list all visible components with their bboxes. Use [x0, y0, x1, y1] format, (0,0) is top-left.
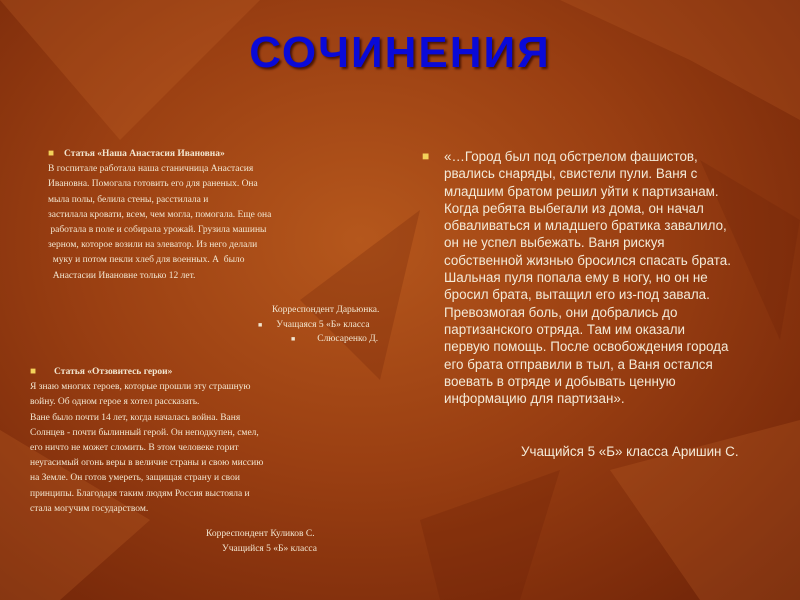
- page-title: СОЧИНЕНИЯ: [249, 28, 551, 77]
- article-1-line: работала в поле и собирала урожай. Грузила машины: [48, 225, 267, 236]
- article-1-line: зерном, которое возили на элеватор. Из него делали: [48, 240, 258, 251]
- article-2-line: принципы. Благодаря таким людям Россия выстояла и: [30, 488, 250, 499]
- story-line: его брата отправили в тыл, а Ваня остался: [444, 356, 713, 372]
- article-2-line: на Земле. Он готов умереть, защищая страну и свои: [30, 473, 240, 484]
- article-2-line: войну. Об одном герое я хотел рассказать.: [30, 397, 200, 408]
- article-2: [30, 364, 360, 517]
- article-2-line: неугасимый огонь веры в величие страны и свою миссию: [30, 458, 264, 469]
- article-1-line: мыла полы, белила стены, расстилала и: [48, 194, 209, 205]
- story-line: обваливаться и младшего братика завалило,: [444, 218, 727, 234]
- article-1-author: Слюсаренко Д.: [317, 334, 379, 344]
- bullet-icon: ■: [258, 321, 263, 329]
- story-author: Учащийся 5 «Б» класса Аришин С.: [521, 444, 739, 459]
- bullet-icon: ■: [422, 149, 430, 163]
- story-line: Превозмогая боль, они добрались до: [444, 304, 678, 320]
- story-line: рвались снаряды, свистели пули. Ваня с: [444, 166, 698, 182]
- story-line: воевать в отряде и добывать ценную: [444, 373, 676, 389]
- article-1-heading: Статья «Наша Анастасия Ивановна»: [64, 149, 225, 159]
- story-line: младшим братом решил уйти к партизанам.: [444, 183, 719, 199]
- article-1-class: Учащаяся 5 «Б» класса: [276, 320, 370, 330]
- article-1-line: муку и потом пекли хлеб для военных. А было: [48, 255, 245, 266]
- article-1-line: Анастасии Ивановне только 12 лет.: [48, 270, 196, 281]
- bullet-icon: ■: [48, 148, 55, 159]
- article-1-signature-line: [291, 334, 378, 344]
- article-2-class: Учащийся 5 «Б» класса: [222, 544, 317, 554]
- story-line: партизанского отряда. Там им оказали: [444, 321, 686, 337]
- article-2-heading-row: [30, 364, 360, 380]
- article-2-line: его ничто не может сломить. В этом человеке горит: [30, 443, 239, 454]
- article-2-line: Солнцев - почти былинный герой. Он неподкупен, смел,: [30, 427, 259, 438]
- story-line: он не успел выбежать. Ваня рискуя: [444, 235, 665, 251]
- article-1: [48, 146, 378, 284]
- story-line: Когда ребята выбегали из дома, он начал: [444, 200, 704, 216]
- story-line: информацию для партизан».: [444, 391, 625, 407]
- article-2-heading: Статья «Отзовитесь герои»: [54, 367, 173, 377]
- story-line: «…Город был под обстрелом фашистов,: [444, 149, 698, 164]
- story-line: первую помощь. После освобождения города: [444, 339, 729, 355]
- article-1-line: застилала кровати, всем, чем могла, помогала. Еще она: [48, 209, 272, 220]
- article-1-signature-line: [258, 320, 370, 330]
- article-1-line: В госпитале работала наша станичница Анастасия: [48, 164, 254, 175]
- story: [422, 148, 789, 407]
- bullet-icon: ■: [30, 366, 37, 377]
- article-2-line: Ване было почти 14 лет, когда началась война. Ваня: [30, 412, 241, 423]
- story-line: собственной жизнью бросился спасать брата.: [444, 252, 731, 268]
- story-line: Шальная пуля попала ему в ногу, но он не: [444, 270, 708, 286]
- article-2-line: Я знаю многих героев, которые прошли эту страшную: [30, 382, 251, 393]
- article-1-line: Ивановна. Помогала готовить его для раненых. Она: [48, 179, 258, 190]
- story-line: бросил брата, вытащил его из-под завала.: [444, 287, 710, 303]
- bullet-icon: ■: [291, 335, 296, 343]
- article-2-correspondent: Корреспондент Куликов С.: [206, 529, 315, 539]
- article-1-correspondent: Корреспондент Дарьюнка.: [272, 305, 380, 315]
- article-2-line: стала могучим государством.: [30, 503, 149, 514]
- article-1-heading-row: [48, 146, 378, 162]
- article-1-signature-line: [272, 305, 379, 315]
